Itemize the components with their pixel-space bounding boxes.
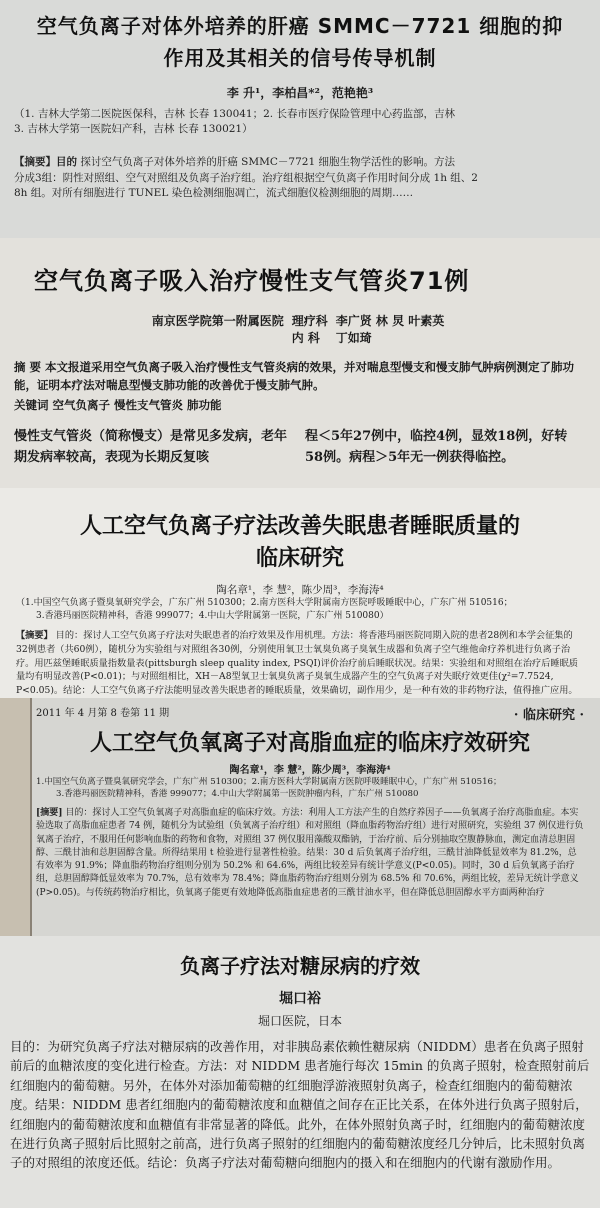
article-abstract bbox=[36, 807, 584, 900]
abstract-text: 目的：探讨人工空气负离子疗法对失眠患者的治疗效果及作用机理。方法：将香港玛丽医院同期入院的患者28例和本学会征集的32例患者（共60例），随机分为实验组与对照组各30例，分别使用氧卫士氧臭负离子臭氧生成器和负离子空气维他命疗养机进行负离子治疗。用匹兹堡睡眠质量指数量表(pittsburgh sleep quality index, PSQI)评价治疗前后睡眠状况。结果：实验组和对照组在治疗后睡眠质量均有明显改善(P<0.01)；与对照组相比，XH－A8型氧卫士氧臭负离子臭氧生成器产生的空气负离子对失眠疗效更佳(χ²=7.7524, P<0.05)。结论：人工空气负离子疗法能明显改善失眠患者的睡眠质量，效果确切，副作用少，是一种有效的非药物疗法，值得推广应用。 bbox=[16, 630, 578, 697]
article-title: 空气负离子吸入治疗慢性支气管炎71例 bbox=[34, 267, 470, 295]
article-title: 负离子疗法对糖尿病的疗效 bbox=[180, 954, 420, 978]
journal-section: · 临床研究 · bbox=[513, 708, 584, 723]
article-author: 堀口裕 bbox=[279, 991, 321, 1007]
article-authors: 陶名章¹，李 慧²，陈少周³，李海涛⁴ bbox=[216, 584, 384, 596]
keywords-text: 空气负离子 慢性支气管炎 肺功能 bbox=[52, 397, 222, 412]
article-abstract-line1 bbox=[14, 155, 586, 170]
body-right-column: 程＜5年27例中，临控4例，显效18例，好转58例。病程＞5年无一例获得临控。 bbox=[305, 428, 568, 465]
abstract-text: 目的：探讨人工空气负氧离子对高脂血症的临床疗效。方法：利用人工方法产生的自然疗养因子——负氧离子治疗高脂血症。本实验选取了高脂血症患者 74 例，随机分为试验组（负氧离子治疗组）和对照组（降血脂药物治疗组）进行对照研究，实验组 37 例仅进行负氧离子治疗，不服用任何影响血脂的药物和食物，对照组 37 例仅服用藻酸双酯钠，于治疗前、后分别抽取空腹静脉血，测定血清总胆固醇、三酰甘油和总胆固醇含量。所得结果用 t 检验进行显著性检验。结果：30 d 后负氧离子治疗组，三酰甘油降低显效率为 81.2%，总有效率为 91.9%；降血脂药物治疗组则分别为 50.2% 和 64.6%，两组比较差异有统计学意义(P<0.05)。同时，30 d 后负氧离子治疗组，总胆固醇降低显效率为 70.7%，总有效率为 78.4%；降血脂药物治疗组则分别为 68.5% 和 70.6%，两组比较，差异无统计学意义(P>0.05)。与传统药物治疗相比，负氧离子能更有效地降低高脂血症患者的三酰甘油水平，但在降低总胆固醇水平方面两种治疗 bbox=[36, 807, 584, 898]
abstract-text: 探讨空气负离子对体外培养的肝癌 SMMC－7721 细胞生物学活性的影响。方法 bbox=[80, 156, 455, 169]
article-affiliation-line1: 1.中国空气负离子暨臭氧研究学会，广东广州 510300；2.南方医科大学附属南方医院呼吸睡眠中心，广东广州 510516； bbox=[36, 777, 502, 787]
article-clip-hyperlipidemia bbox=[0, 698, 600, 936]
journal-header bbox=[36, 704, 584, 723]
abstract-label: 【摘要】目的 bbox=[14, 156, 77, 169]
article-clip-bronchitis bbox=[0, 238, 600, 488]
body-left-column: 慢性支气管炎（简称慢支）是常见多发病，老年期发病率较高，表现为长期反复咳 bbox=[14, 428, 288, 465]
article-title: 人工空气负氧离子对高脂血症的临床疗效研究 bbox=[89, 731, 530, 756]
keywords-label: 关键词 bbox=[14, 397, 49, 412]
article-abstract-line2: 分成3组：阴性对照组、空气对照组及负离子治疗组。治疗组根据空气负离子作用时间分成 1h 组、2 bbox=[14, 171, 478, 184]
abstract-label: 摘 要 bbox=[14, 360, 42, 374]
authors-line2: 丁如琦 bbox=[335, 331, 372, 345]
article-title-line2: 作用及其相关的信号传导机制 bbox=[163, 46, 437, 70]
article-clip-liver-cancer bbox=[0, 0, 600, 238]
dept-internal: 内 科 bbox=[291, 331, 320, 345]
article-keywords bbox=[14, 397, 582, 413]
article-authors: 李 升¹，李柏昌*²，范艳艳³ bbox=[226, 86, 374, 100]
dept-column bbox=[292, 312, 328, 346]
article-title-line2: 临床研究 bbox=[255, 545, 344, 571]
article-affiliation-line2: 3.香港玛丽医院精神科，香港 999077；4.中山大学附属第一医院肿瘤内科，广东广州 510080 bbox=[56, 789, 419, 800]
article-title-line1: 人工空气负离子疗法改善失眠患者睡眠质量的 bbox=[79, 513, 520, 539]
article-abstract bbox=[14, 358, 582, 395]
abstract-label: [摘要] bbox=[36, 807, 63, 818]
article-affiliation-line1: （1. 吉林大学第二医院医保科，吉林 长春 130041；2. 长春市医疗保险管理中心药监部，吉林 bbox=[14, 108, 455, 120]
article-authors: 陶名章¹，李 慧²，陈少周³，李海涛⁴ bbox=[229, 765, 391, 776]
abstract-label: 【摘要】 bbox=[16, 630, 53, 642]
article-title-line1: 空气负离子对体外培养的肝癌 SMMC－7721 细胞的抑 bbox=[36, 14, 564, 38]
journal-issue: 2011 年 4 月第 8 卷第 11 期 bbox=[36, 708, 170, 719]
dept-physio: 理疗科 bbox=[291, 314, 328, 328]
authors-line1: 李广贤 林 炅 叶素英 bbox=[335, 314, 445, 328]
article-affiliation-line2: 3.香港玛丽医院精神科，香港 999077；4.中山大学附属第一医院，广东广州 510080） bbox=[36, 611, 389, 622]
body-columns bbox=[14, 427, 582, 469]
article-affiliation-line1: （1.中国空气负离子暨臭氧研究学会，广东广州 510300；2.南方医科大学附属南方医院呼吸睡眠中心，广东广州 510516； bbox=[16, 598, 513, 608]
article-clip-diabetes bbox=[0, 936, 600, 1208]
article-affiliation bbox=[14, 312, 582, 346]
book-spine-edge bbox=[0, 698, 32, 936]
article-clip-insomnia bbox=[0, 488, 600, 698]
abstract-text: 本文报道采用空气负离子吸入治疗慢性支气管炎病的效果，并对喘息型慢支和慢支肺气肿病例测定了肺功能，证明本疗法对喘息型慢支肺功能的改善优于慢支肺气肿。 bbox=[14, 360, 575, 393]
article-abstract-line3: 8h 组。对所有细胞进行 TUNEL 染色检测细胞凋亡，流式细胞仪检测细胞的周期…… bbox=[14, 186, 414, 199]
article-body: 目的：为研究负离子疗法对糖尿病的改善作用，对非胰岛素依赖性糖尿病（NIDDM）患者在负离子照射前后的血糖浓度的变化进行检查。方法：对 NIDDM 患者施行每次 15min 的负离子照射，检查照射前后红细胞内的葡萄糖。另外，在体外对添加葡萄糖的红细胞浮游液照射负离子，检查红细胞内的葡萄糖浓度。结果：NIDDM 患者红细胞内的葡萄糖浓度和血糖值之间存在正比关系，在体外进行负离子照射后，红细胞内的葡萄糖浓度和血糖值有非常显著的降低。此外，在体外照射负离子时，红细胞内的葡萄糖浓度在进行负离子照射后比照射之前高，进行负离子照射的红细胞内的葡萄糖浓度经几分钟后，比未照射负离子的对照组的浓度还低。结论：负离子疗法对葡萄糖向细胞内的摄入和在细胞内的代谢有激励作用。 bbox=[10, 1039, 590, 1171]
article-affiliation-line2: 3. 吉林大学第一医院妇产科，吉林 长春 130021） bbox=[14, 123, 253, 136]
authors-column bbox=[336, 312, 445, 346]
article-affiliation: 堀口医院，日本 bbox=[257, 1014, 342, 1028]
hospital-name: 南京医学院第一附属医院 bbox=[151, 314, 284, 328]
article-abstract bbox=[16, 629, 584, 698]
